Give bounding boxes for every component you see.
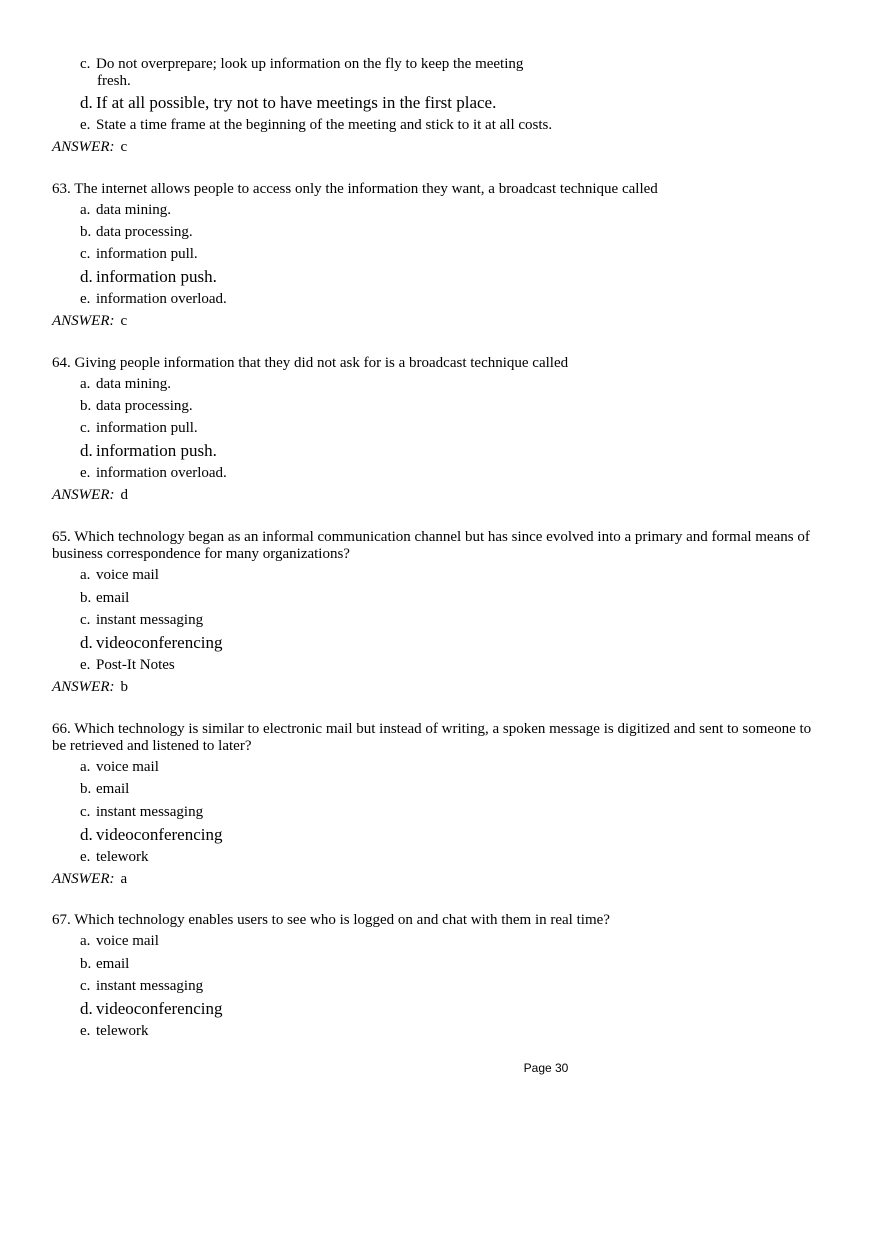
- question-66: [52, 721, 812, 888]
- question-63: [52, 181, 812, 330]
- question-text: 67. Which technology enables users to see who is logged on and chat with them in real time?: [52, 912, 610, 928]
- option-c: c. information pull.: [80, 420, 198, 436]
- option-d: d. information push.: [80, 267, 217, 286]
- answer-value: d: [120, 487, 128, 503]
- option-d: d. information push.: [80, 441, 217, 460]
- option-d: d. If at all possible, try not to have meetings in the first place.: [80, 93, 497, 112]
- option-c: c. instant messaging: [80, 978, 204, 994]
- option-b: b. email: [80, 781, 130, 797]
- option-a: a. voice mail: [80, 759, 159, 775]
- answer-label: ANSWER:: [52, 871, 115, 887]
- option-a: a. voice mail: [80, 933, 159, 949]
- answer-line: [52, 870, 812, 888]
- option-d: d. videoconferencing: [80, 633, 223, 652]
- option-c: c. instant messaging: [80, 804, 204, 820]
- question-text: 63. The internet allows people to access only the information they want, a broadcast technique called: [52, 181, 658, 197]
- option-b: b. email: [80, 590, 130, 606]
- question-65: [52, 529, 812, 696]
- option-e: e. telework: [80, 849, 149, 865]
- option-a: a. data mining.: [80, 202, 171, 218]
- option-c: c. Do not overprepare; look up information on the fly to keep the meeting fresh.: [80, 56, 524, 89]
- answer-line: [52, 678, 812, 696]
- answer-line: [52, 138, 812, 156]
- option-a: a. voice mail: [80, 567, 159, 583]
- question-text: 66. Which technology is similar to electronic mail but instead of writing, a spoken message is digitized and sent to someone to be retrieved and listened to later?: [52, 721, 812, 754]
- option-b: b. data processing.: [80, 224, 193, 240]
- page-number: Page 30: [523, 1061, 569, 1075]
- question-text: 65. Which technology began as an informal communication channel but has since evolved into a primary and formal means of business correspondence for many organizations?: [52, 529, 810, 562]
- option-text: Do not overprepare; look up information on the fly to keep the meeting: [96, 56, 524, 72]
- answer-label: ANSWER:: [52, 487, 115, 503]
- question-67: [52, 912, 812, 1040]
- option-d: d. videoconferencing: [80, 999, 223, 1018]
- option-text: If at all possible, try not to have meetings in the first place.: [96, 93, 497, 112]
- answer-line: [52, 486, 812, 504]
- answer-label: ANSWER:: [52, 679, 115, 695]
- option-e: e. information overload.: [80, 291, 227, 307]
- answer-label: ANSWER:: [52, 313, 115, 329]
- option-text: State a time frame at the beginning of the meeting and stick to it at all costs.: [96, 117, 553, 133]
- option-c: c. instant messaging: [80, 612, 204, 628]
- option-text-continued: fresh.: [97, 73, 131, 89]
- question-62-continuation: [52, 56, 812, 156]
- question-64: [52, 355, 812, 504]
- answer-label: ANSWER:: [52, 139, 115, 155]
- option-c: c. information pull.: [80, 246, 198, 262]
- option-a: a. data mining.: [80, 376, 171, 392]
- option-b: b. data processing.: [80, 398, 193, 414]
- option-e: e. State a time frame at the beginning of the meeting and stick to it at all costs.: [80, 117, 553, 133]
- option-e: e. Post-It Notes: [80, 657, 175, 673]
- answer-value: b: [120, 679, 128, 695]
- answer-value: c: [120, 313, 128, 329]
- question-text: 64. Giving people information that they did not ask for is a broadcast technique called: [52, 355, 569, 371]
- option-d: d. videoconferencing: [80, 825, 223, 844]
- option-b: b. email: [80, 956, 130, 972]
- option-e: e. information overload.: [80, 465, 227, 481]
- answer-line: [52, 312, 812, 330]
- answer-value: c: [120, 139, 128, 155]
- option-e: e. telework: [80, 1023, 149, 1039]
- answer-value: a: [120, 871, 128, 887]
